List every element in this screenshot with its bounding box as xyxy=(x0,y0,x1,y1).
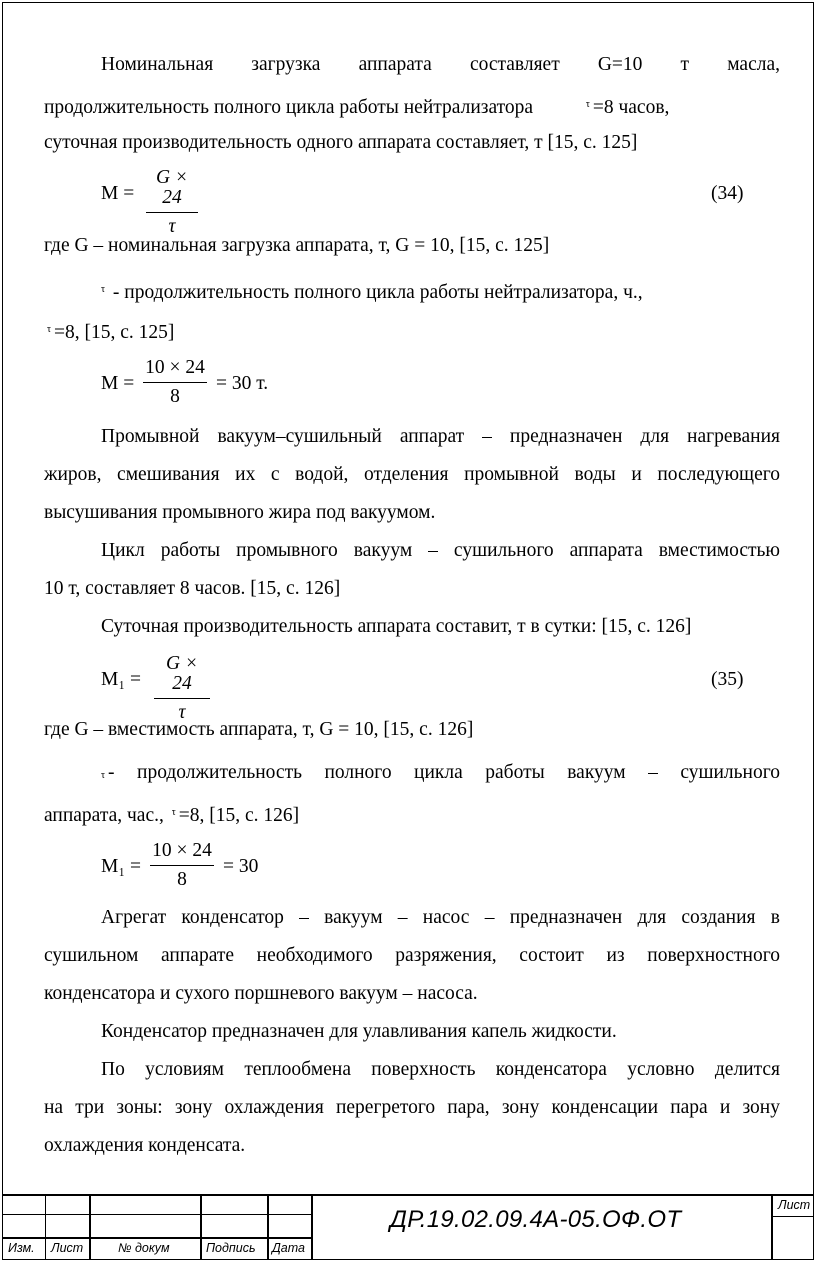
paragraph-line: на три зоны: зону охлаждения перегретого пара, зону конденсации пара и зону xyxy=(44,1097,780,1118)
formula-lhs: М = xyxy=(101,183,135,204)
stamp-label-sheet: Лист xyxy=(778,1198,811,1212)
stamp-line xyxy=(771,1216,814,1217)
paragraph-line xyxy=(44,95,780,118)
paragraph-line: По условиям теплообмена поверхность конденсатора условно делится xyxy=(101,1059,780,1080)
stamp-label-list: Лист xyxy=(51,1241,84,1255)
paragraph-line: жиров, смешивания их с водой, отделения промывной воды и последующего xyxy=(44,464,780,485)
stamp-line xyxy=(89,1194,91,1260)
paragraph-line: Промывной вакуум–сушильный аппарат – предназначен для нагревания xyxy=(101,426,780,447)
fraction-denominator: 8 xyxy=(170,386,180,407)
stamp-line xyxy=(200,1194,202,1260)
where-text: =8, [15, с. 126] xyxy=(178,805,300,826)
stamp-line xyxy=(2,1214,312,1215)
stamp-line xyxy=(2,1194,814,1196)
paragraph-line: конденсатора и сухого поршневого вакуум – насоса. xyxy=(44,983,478,1004)
where-text: - продолжительность полного цикла работы вакуум – сушильного xyxy=(108,762,780,783)
paragraph-line: Конденсатор предназначен для улавливания капель жидкости. xyxy=(101,1021,617,1042)
stamp-line xyxy=(267,1194,269,1260)
stamp-line xyxy=(311,1194,313,1260)
tau-symbol: τ xyxy=(101,284,106,295)
formula-result: = 30 xyxy=(223,856,259,877)
where-line: где G – вместимость аппарата, т, G = 10, [15, с. 126] xyxy=(44,719,474,740)
fraction-bar xyxy=(154,698,210,699)
where-line xyxy=(44,803,780,826)
tau-symbol: τ xyxy=(585,99,590,110)
paragraph-line: Агрегат конденсатор – вакуум – насос – предназначен для создания в xyxy=(101,907,780,928)
fraction-numerator: 10 × 24 xyxy=(152,840,212,861)
paragraph-line: Цикл работы промывного вакуум – сушильного аппарата вместимостью xyxy=(101,540,780,561)
fraction-numerator: 10 × 24 xyxy=(145,357,205,378)
paragraph-line: сушильном аппарате необходимого разряжения, состоит из поверхностного xyxy=(44,945,780,966)
fraction-numerator: G × 24 xyxy=(165,653,199,694)
stamp-line xyxy=(2,1237,312,1239)
where-line: где G – номинальная загрузка аппарата, т, G = 10, [15, с. 125] xyxy=(44,235,550,256)
title-block xyxy=(2,1194,814,1260)
paragraph-line: высушивания промывного жира под вакуумом. xyxy=(44,502,436,523)
tau-symbol: τ xyxy=(171,807,176,818)
paragraph-text: =8 часов, xyxy=(592,97,670,118)
where-text: =8, [15, с. 125] xyxy=(54,322,175,343)
formula-lhs: М₁ = xyxy=(101,856,142,877)
where-text: аппарата, час., xyxy=(44,805,164,826)
fraction-denominator: τ xyxy=(168,216,176,237)
equation-number: (35) xyxy=(711,669,744,690)
document-code: ДР.19.02.09.4А-05.ОФ.ОТ xyxy=(390,1206,682,1233)
fraction-bar xyxy=(143,382,207,383)
fraction-bar xyxy=(146,212,198,213)
where-line xyxy=(98,280,816,303)
calc-1-fraction xyxy=(143,358,207,407)
paragraph-line: охлаждения конденсата. xyxy=(44,1135,246,1156)
paragraph-line: суточная производительность одного аппарата составляет, т [15, с. 125] xyxy=(44,132,638,153)
where-line xyxy=(44,320,780,343)
paragraph-text: продолжительность полного цикла работы нейтрализатора xyxy=(44,97,534,118)
formula-result: = 30 т. xyxy=(216,373,269,394)
fraction-numerator: G × 24 xyxy=(155,167,189,208)
fraction-bar xyxy=(150,865,214,866)
stamp-label-data: Дата xyxy=(272,1241,305,1255)
stamp-label-podpis: Подпись xyxy=(206,1241,256,1255)
stamp-label-n-dokum: № докум xyxy=(118,1241,170,1255)
fraction-denominator: 8 xyxy=(177,869,187,890)
formula-35-fraction xyxy=(154,654,210,723)
paragraph-line: 10 т, составляет 8 часов. [15, с. 126] xyxy=(44,578,341,599)
formula-34-fraction xyxy=(146,168,198,237)
where-text: - продолжительность полного цикла работы нейтрализатора, ч., xyxy=(112,282,643,303)
stamp-label-izm: Изм. xyxy=(8,1241,35,1255)
stamp-line xyxy=(771,1194,773,1260)
fraction-denominator: τ xyxy=(178,702,186,723)
tau-symbol: τ xyxy=(47,324,52,335)
equation-number: (34) xyxy=(711,183,744,204)
formula-lhs: М₁ = xyxy=(101,669,142,690)
paragraph-line: Суточная производительность аппарата составит, т в сутки: [15, с. 126] xyxy=(101,616,692,637)
paragraph-line: Номинальная загрузка аппарата составляет G=10 т масла, xyxy=(101,54,780,75)
where-line xyxy=(98,763,780,786)
stamp-line xyxy=(45,1194,46,1260)
formula-lhs: М = xyxy=(101,373,135,394)
calc-2-fraction xyxy=(150,841,214,890)
tau-symbol: τ xyxy=(101,770,106,781)
